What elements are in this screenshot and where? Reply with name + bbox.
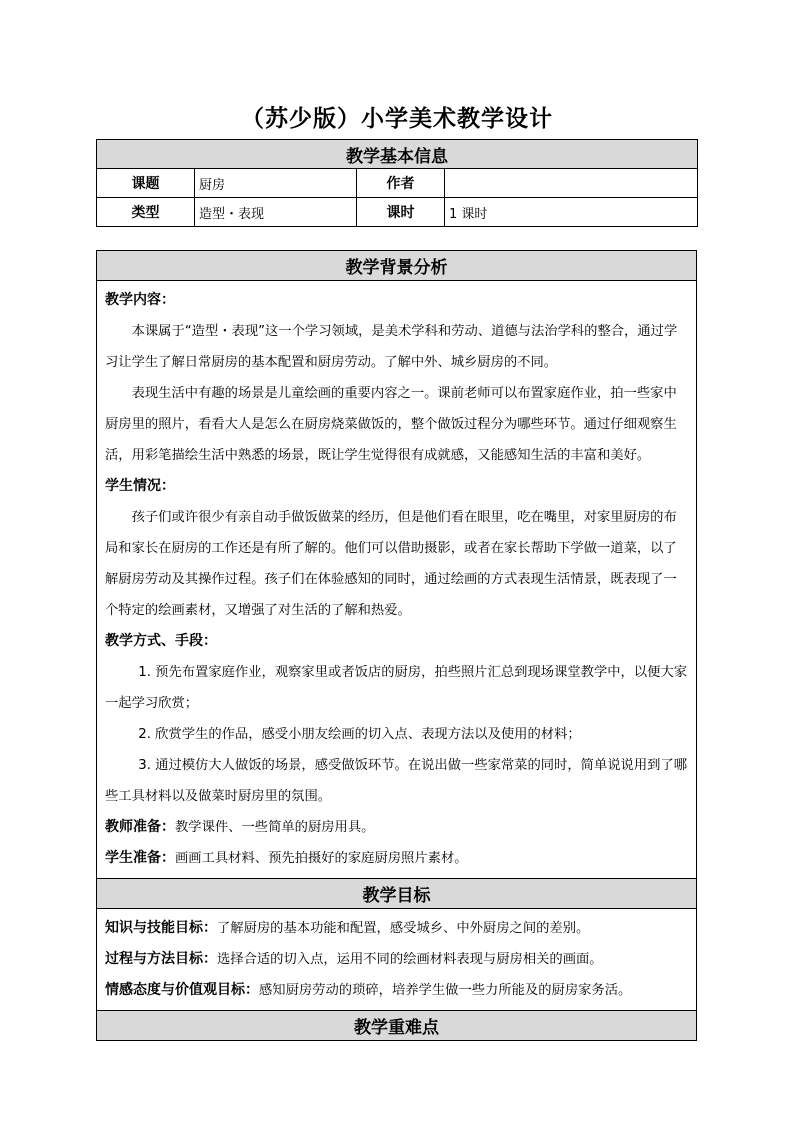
goals-header: 教学目标 xyxy=(97,879,697,909)
basic-info-header: 教学基本信息 xyxy=(97,140,698,169)
period-label: 课时 xyxy=(357,198,445,227)
author-label: 作者 xyxy=(357,169,445,198)
teacher-prep xyxy=(105,812,688,843)
author-value xyxy=(445,169,698,198)
teacher-prep-text: 教学课件、一些简单的厨房用具。 xyxy=(175,820,375,835)
student-prep-label: 学生准备： xyxy=(105,850,175,866)
knowledge-goal xyxy=(105,913,688,944)
basic-info-table xyxy=(96,139,698,227)
topic-label: 课题 xyxy=(97,169,195,198)
content-paragraph: 本课属于“造型・表现”这一个学习领域，是美术学科和劳动、道德与法治学科的整合，通过学习让学生了解日常厨房的基本配置和厨房劳动。了解中外、城乡厨房的不同。 xyxy=(105,324,678,370)
goals-section xyxy=(97,909,697,1011)
student-label: 学生情况： xyxy=(105,478,175,494)
content-label: 教学内容： xyxy=(105,292,175,308)
student-prep-text: 画画工具材料、预先拍摄好的家庭厨房照片素材。 xyxy=(175,851,468,866)
student-paragraph: 孩子们或许很少有亲自动手做饭做菜的经历，但是他们看在眼里，吃在嘴里，对家里厨房的布局和家长在厨房的工作还是有所了解的。他们可以借助摄影，或者在家长帮助下学做一道菜，以了解厨房劳动及其操作过程。孩子们在体验感知的同时，通过绘画的方式表现生活情景，既表现了一个特定的绘画素材，又增强了对生活的了解和热爱。 xyxy=(105,510,677,618)
method-item: 1. 预先布置家庭作业，观察家里或者饭店的厨房，拍些照片汇总到现场课堂教学中，以便大家一起学习欣赏； xyxy=(105,665,688,711)
background-section xyxy=(97,281,697,879)
student-prep xyxy=(105,843,688,874)
period-value: 1 课时 xyxy=(445,198,698,227)
background-header: 教学背景分析 xyxy=(97,251,697,281)
knowledge-goal-text: 了解厨房的基本功能和配置，感受城乡、中外厨房之间的差别。 xyxy=(217,921,590,936)
emotion-goal-text: 感知厨房劳动的琐碎，培养学生做一些力所能及的厨房家务活。 xyxy=(259,983,632,998)
content-paragraph: 表现生活中有趣的场景是儿童绘画的重要内容之一。课前老师可以布置家庭作业，拍一些家中厨房里的照片，看看大人是怎么在厨房烧菜做饭的，整个做饭过程分为哪些环节。通过仔细观察生活，用彩笔描绘生活中熟悉的场景，既让学生觉得很有成就感，又能感知生活的丰富和美好。 xyxy=(105,386,677,463)
type-value: 造型・表现 xyxy=(195,198,357,227)
process-goal xyxy=(105,944,688,975)
process-goal-label: 过程与方法目标： xyxy=(105,951,217,967)
type-label: 类型 xyxy=(97,198,195,227)
method-label: 教学方式、手段： xyxy=(105,633,217,649)
knowledge-goal-label: 知识与技能目标： xyxy=(105,920,217,936)
key-points-header: 教学重难点 xyxy=(97,1011,697,1041)
page-title: （苏少版）小学美术教学设计 xyxy=(241,105,553,132)
emotion-goal xyxy=(105,975,688,1006)
process-goal-text: 选择合适的切入点，运用不同的绘画材料表现与厨房相关的画面。 xyxy=(217,952,603,967)
method-item: 2. 欣赏学生的作品，感受小朋友绘画的切入点、表现方法以及使用的材料； xyxy=(138,727,581,742)
teacher-prep-label: 教师准备： xyxy=(105,819,175,835)
design-table xyxy=(96,250,697,1041)
topic-value: 厨房 xyxy=(195,169,357,198)
method-item: 3. 通过模仿大人做饭的场景，感受做饭环节。在说出做一些家常菜的同时，简单说说用到了哪些工具材料以及做菜时厨房里的氛围。 xyxy=(105,758,688,804)
emotion-goal-label: 情感态度与价值观目标： xyxy=(105,982,259,998)
